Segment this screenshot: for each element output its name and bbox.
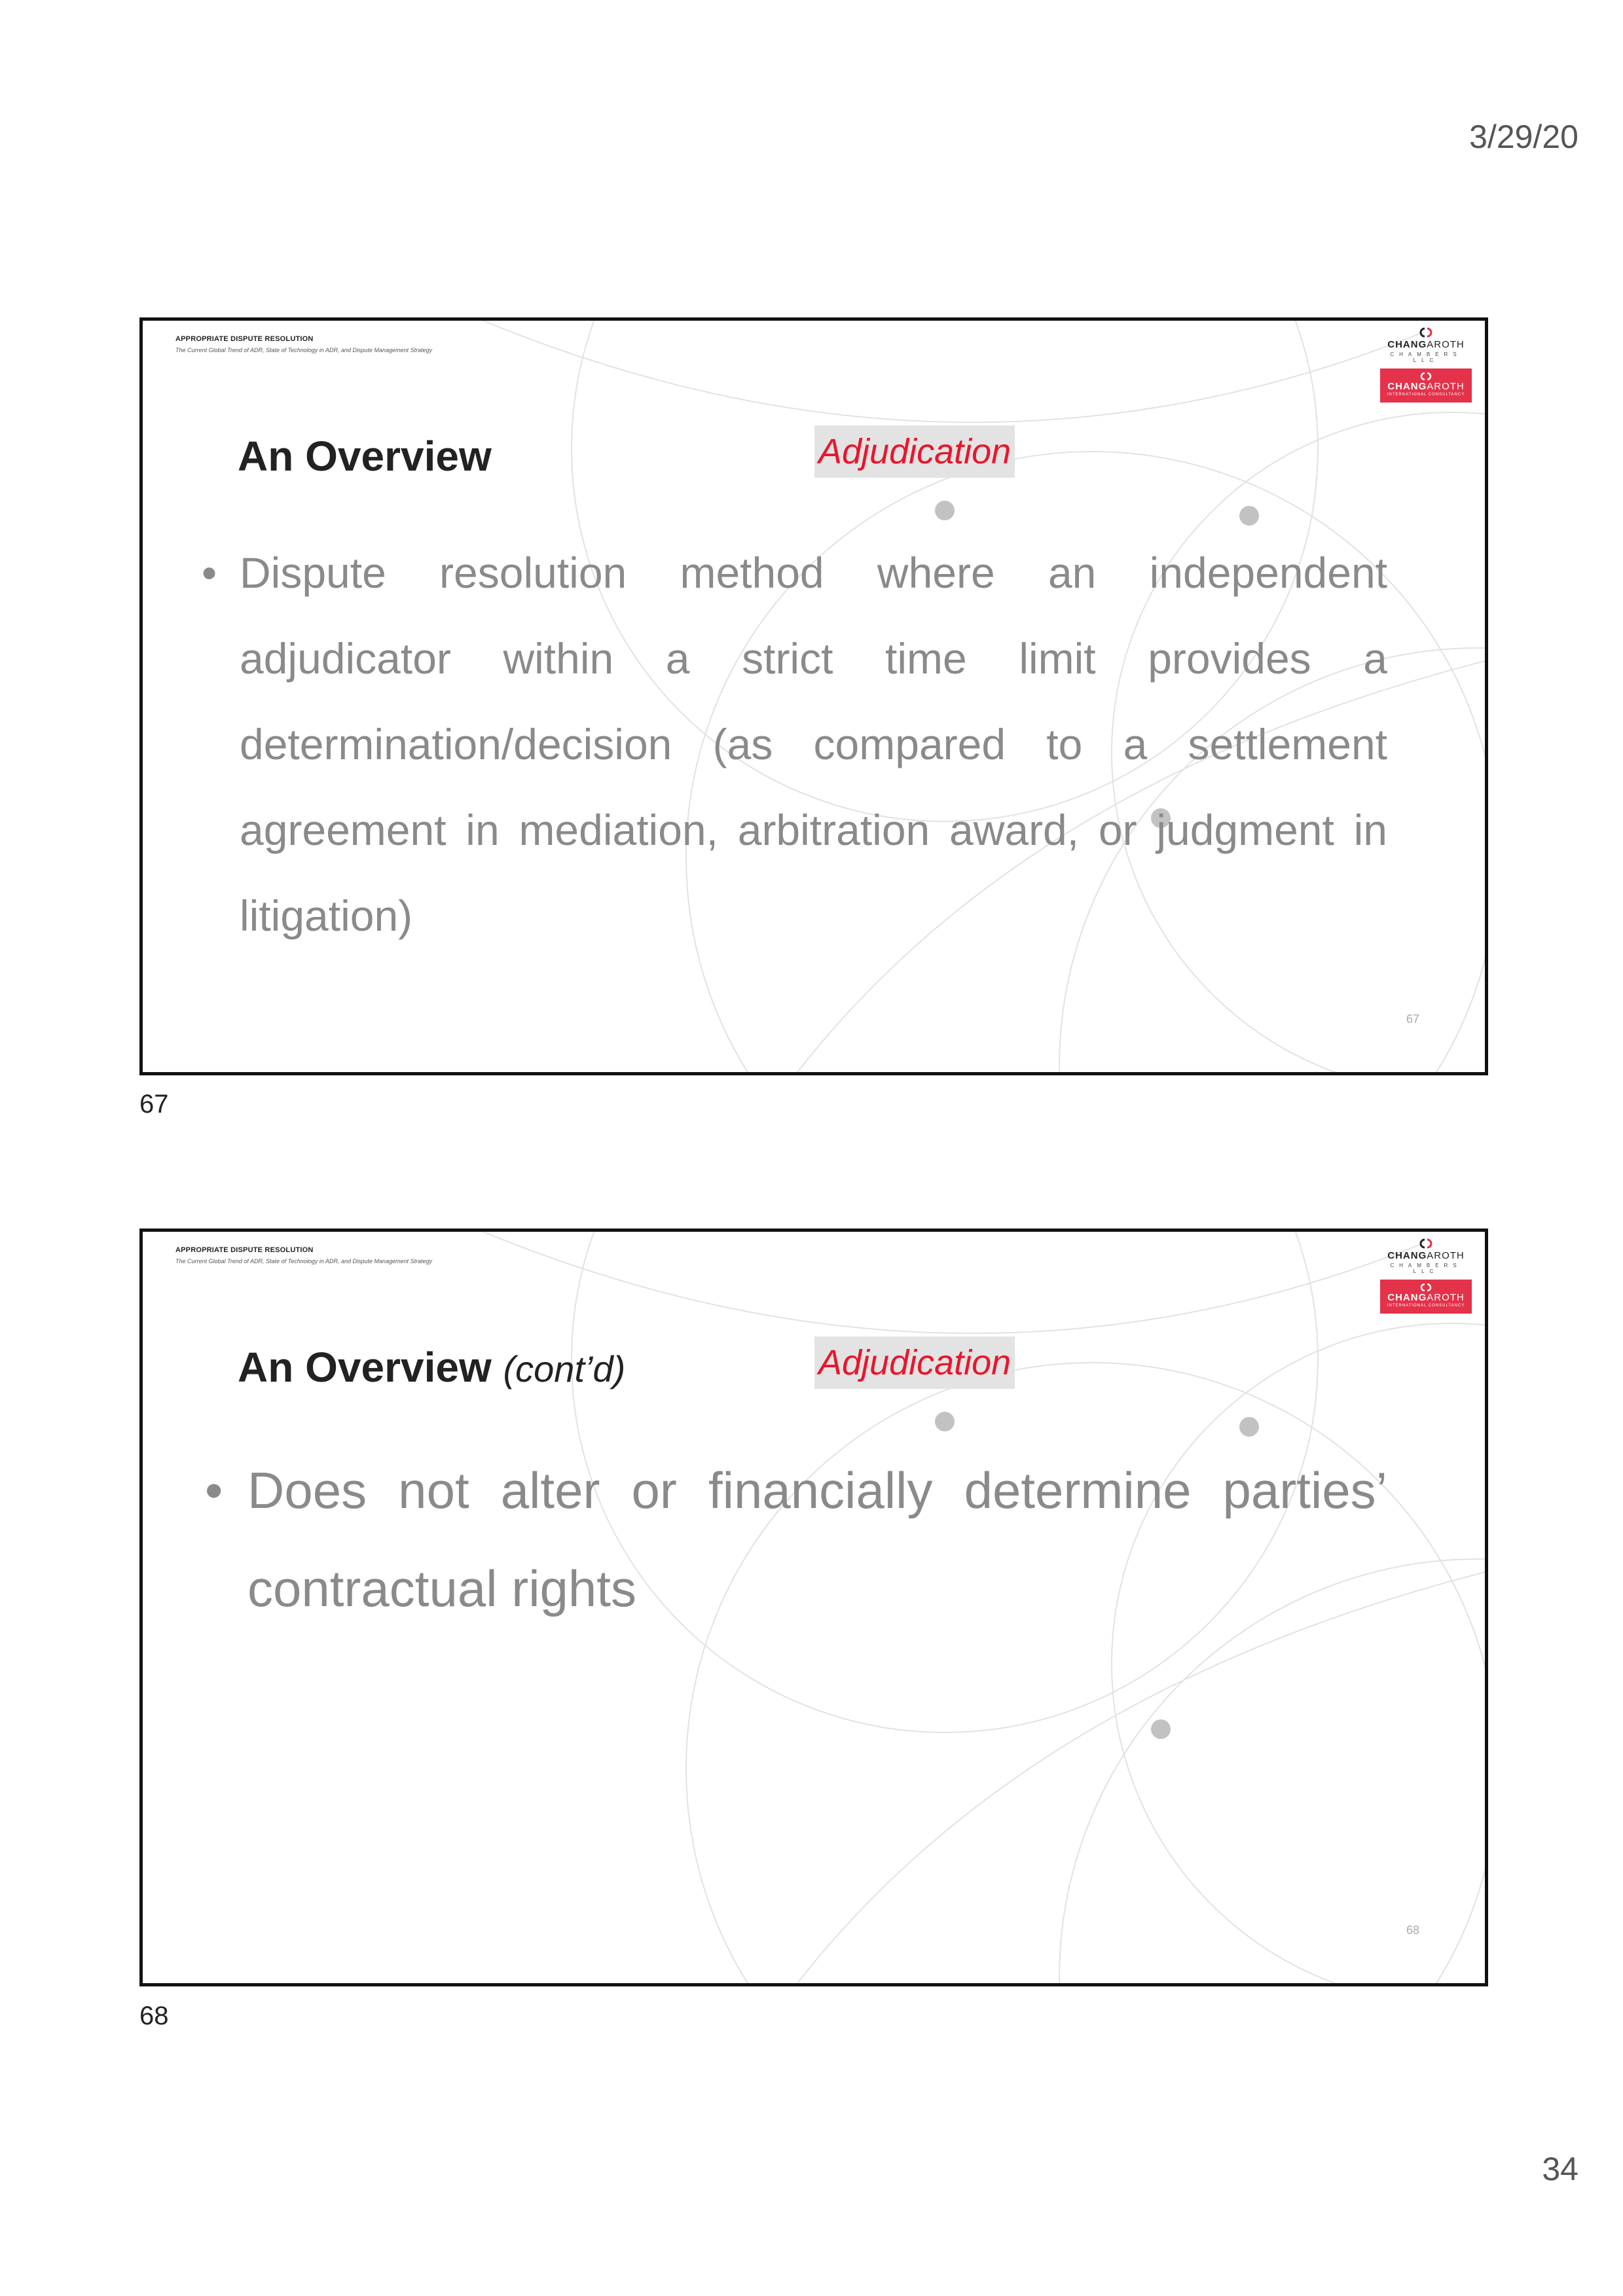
logo-box-mark-icon [1417,1283,1434,1291]
slide-68 [139,1229,1488,1986]
bullet-dot-icon: • [202,548,217,597]
logo-consultancy-box [1380,368,1472,403]
logo-consultancy-box [1380,1280,1472,1314]
logo-consultancy-light: AROTH [1427,381,1465,392]
logo-name-bold: CHANG [1387,339,1427,350]
logo-mark-icon [1417,1238,1435,1249]
logo-consultancy-light: AROTH [1427,1292,1465,1303]
logo-name-bold: CHANG [1387,1250,1427,1261]
slide-caption: 68 [139,2001,169,2030]
slide-caption: 67 [139,1090,169,1119]
logo-mark-icon [1417,327,1435,338]
logo-name-light: AROTH [1427,1250,1465,1261]
logo-consultancy-bold: CHANG [1387,1292,1427,1303]
logo-consultancy-bold: CHANG [1387,381,1427,392]
heading-suffix: (cont’d) [503,1348,626,1390]
logo-consultancy-sub: INTERNATIONAL CONSULTANCY [1387,1304,1465,1308]
page-number: 34 [1542,2151,1578,2187]
bullet-text: Does not alter or financially determine parties’ contractual rights [247,1462,1387,1617]
bullet-text: Dispute resolution method where an independent adjudicator within a strict time limit provides a determination/decision (as compared to a settlement agreement in mediation, arbitration award, or judgment in litigation) [240,548,1387,940]
bullet-dot-icon: • [205,1462,223,1519]
firm-logo [1380,1238,1472,1314]
firm-logo [1380,327,1472,403]
header-subtitle: The Current Global Trend of ADR, State of Technology in ADR, and Dispute Management Strategy [175,1258,433,1265]
heading-text: An Overview [238,433,492,480]
logo-name-light: AROTH [1427,339,1465,350]
logo-box-mark-icon [1417,372,1434,380]
heading-text: An Overview [238,1344,492,1391]
header-subtitle: The Current Global Trend of ADR, State of Technology in ADR, and Dispute Management Strategy [175,347,433,353]
slide-heading [238,432,492,480]
slide-heading [238,1343,625,1391]
logo-chambers: CHAMBERS LLC [1390,1263,1462,1274]
slide-number: 68 [1406,1924,1419,1937]
header-title: APPROPRIATE DISPUTE RESOLUTION [175,335,314,343]
slide-number: 67 [1406,1013,1419,1026]
topic-tag: Adjudication [814,1336,1015,1389]
page-date: 3/29/20 [1469,118,1578,155]
logo-chambers: CHAMBERS LLC [1390,351,1462,363]
slide-67 [139,317,1488,1075]
header-title: APPROPRIATE DISPUTE RESOLUTION [175,1246,314,1254]
topic-tag: Adjudication [814,425,1015,478]
logo-consultancy-sub: INTERNATIONAL CONSULTANCY [1387,393,1465,397]
